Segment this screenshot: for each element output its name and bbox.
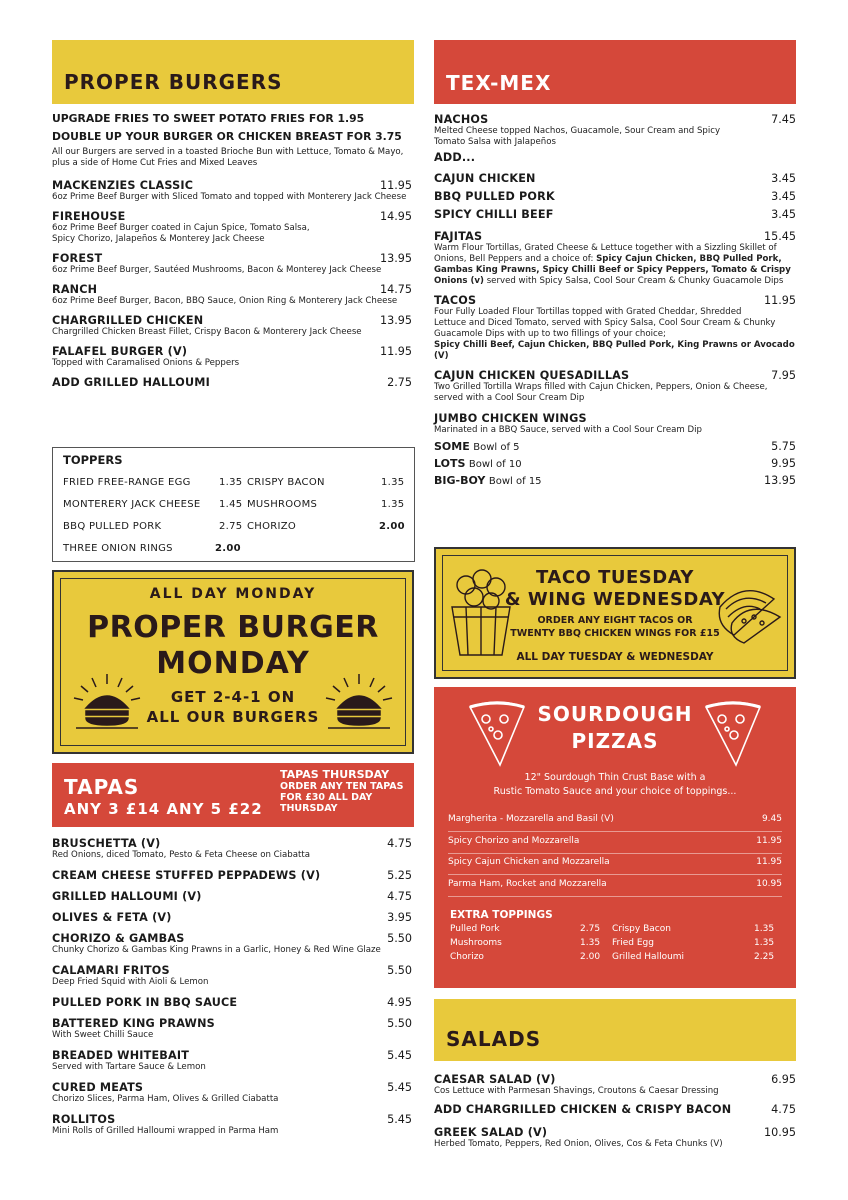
menu-item xyxy=(52,1017,412,1041)
item-price: 3.45 xyxy=(771,208,796,221)
wing-size-bowl: Bowl of 5 xyxy=(473,442,520,453)
menu-item xyxy=(52,345,412,369)
item-name: BRUSCHETTA (V) xyxy=(52,837,161,850)
menu-item xyxy=(52,210,412,245)
taco-line4: TWENTY BBQ CHICKEN WINGS FOR £15 xyxy=(510,628,720,639)
menu-item xyxy=(434,1126,796,1150)
item-price: 4.95 xyxy=(387,996,412,1009)
pizza-price: 9.45 xyxy=(761,814,782,824)
upgrade-note: UPGRADE FRIES TO SWEET POTATO FRIES FOR 1.95 xyxy=(52,112,365,125)
item-desc: Lettuce and Diced Tomato, served with Spicy Salsa, Cool Sour Cream & Chunky xyxy=(434,318,776,328)
item-name: RANCH xyxy=(52,283,98,296)
item-price: 7.45 xyxy=(771,113,796,126)
wing-size xyxy=(434,440,796,453)
topper-name: CRISPY BACON xyxy=(247,477,325,488)
monday-line3: MONDAY xyxy=(156,646,310,681)
item-name: ADD GRILLED HALLOUMI xyxy=(52,376,210,389)
item-price: 14.95 xyxy=(379,210,412,223)
menu-item xyxy=(52,1113,412,1137)
taco-line1: TACO TUESDAY xyxy=(536,567,694,588)
item-desc: Chorizo Slices, Parma Ham, Olives & Grilled Ciabatta xyxy=(52,1094,279,1104)
menu-item xyxy=(52,179,412,203)
tapas-promo-line: ORDER ANY TEN TAPAS xyxy=(280,781,404,792)
pizza-item xyxy=(448,857,782,875)
menu-item xyxy=(434,113,796,148)
item-name: BBQ PULLED PORK xyxy=(434,190,555,203)
burgers-section xyxy=(52,112,412,394)
burgers-intro xyxy=(52,147,412,169)
menu-item xyxy=(434,208,796,221)
item-name: OLIVES & FETA (V) xyxy=(52,911,172,924)
item-price: 6.95 xyxy=(771,1073,796,1086)
menu-item xyxy=(52,283,412,307)
extra-topping-price: 2.75 xyxy=(580,924,601,934)
item-desc: 6oz Prime Beef Burger with Sliced Tomato and topped with Monterery Jack Cheese xyxy=(52,192,407,202)
tapas-thursday-title: TAPAS THURSDAY xyxy=(280,768,390,781)
item-price: 5.25 xyxy=(387,869,412,882)
pizza-intro2: Rustic Tomato Sauce and your choice of toppings... xyxy=(493,786,737,797)
item-desc: Tomato Salsa with Jalapeños xyxy=(434,137,556,147)
texmex-title: TEX-MEX xyxy=(446,71,552,95)
item-price: 3.95 xyxy=(387,911,412,924)
extra-topping-price: 1.35 xyxy=(580,938,601,948)
extra-toppings-title: EXTRA TOPPINGS xyxy=(450,909,553,921)
salads-title: SALADS xyxy=(446,1027,542,1051)
taco-line5: ALL DAY TUESDAY & WEDNESDAY xyxy=(516,651,714,663)
pizza-title2: PIZZAS xyxy=(571,729,659,753)
pizza-price: 11.95 xyxy=(756,857,782,867)
item-desc: Warm Flour Tortillas, Grated Cheese & Lettuce together with a Sizzling Skillet of xyxy=(434,243,777,253)
pizza-item xyxy=(448,879,782,897)
topper-name: MONTERERY JACK CHEESE xyxy=(63,499,201,510)
item-price: 5.75 xyxy=(771,440,796,453)
item-price: 3.45 xyxy=(771,190,796,203)
salads-section xyxy=(434,1073,796,1155)
desc-part-bold: Onions (v) xyxy=(434,276,484,286)
double-note: DOUBLE UP YOUR BURGER OR CHICKEN BREAST FOR 3.75 xyxy=(52,130,402,143)
pizza-item xyxy=(448,836,782,854)
burgers-banner xyxy=(52,40,414,104)
item-name: CREAM CHEESE STUFFED PEPPADEWS (V) xyxy=(52,869,321,882)
menu-item xyxy=(52,869,412,882)
menu-item xyxy=(52,996,412,1009)
menu-item xyxy=(52,890,412,903)
item-name: NACHOS xyxy=(434,113,489,126)
wing-size-label: LOTS xyxy=(434,457,466,470)
wing-size xyxy=(434,457,796,470)
item-name: CHARGRILLED CHICKEN xyxy=(52,314,204,327)
item-price: 2.75 xyxy=(387,376,412,389)
taco-line2: & WING WEDNESDAY xyxy=(504,589,726,610)
pizza-name: Spicy Chorizo and Mozzarella xyxy=(448,836,580,846)
item-price: 5.45 xyxy=(387,1049,412,1062)
item-desc: Guacamole Dips with up to two fillings of your choice; xyxy=(434,329,666,339)
extra-topping-name: Chorizo xyxy=(450,952,484,962)
item-price: 9.95 xyxy=(771,457,796,470)
topper-price: 1.45 xyxy=(219,499,243,510)
toppers-box xyxy=(52,447,415,562)
topper-price: 2.00 xyxy=(215,543,241,554)
tapas-banner xyxy=(52,763,414,827)
burger-icon xyxy=(324,670,394,730)
item-price: 11.95 xyxy=(763,294,796,307)
item-name: CHORIZO & GAMBAS xyxy=(52,932,185,945)
item-name: JUMBO CHICKEN WINGS xyxy=(434,412,587,425)
add-heading: ADD... xyxy=(434,151,476,164)
wing-size xyxy=(434,474,796,487)
item-name: CAJUN CHICKEN xyxy=(434,172,536,185)
item-desc: Spicy Chorizo, Jalapeños & Monterey Jack Cheese xyxy=(52,234,265,244)
item-price: 7.95 xyxy=(771,369,796,382)
desc-part: served with Spicy Salsa, Cool Sour Cream & Chunky Guacamole Dips xyxy=(483,276,784,286)
item-price: 10.95 xyxy=(763,1126,796,1139)
item-price: 5.50 xyxy=(387,1017,412,1030)
monday-line2: PROPER BURGER xyxy=(87,610,379,645)
item-price: 13.95 xyxy=(379,314,412,327)
menu-item xyxy=(434,412,796,436)
item-name: CALAMARI FRITOS xyxy=(52,964,170,977)
item-desc: 6oz Prime Beef Burger, Sautéed Mushrooms, Bacon & Monterey Jack Cheese xyxy=(52,265,382,275)
topper-price: 2.75 xyxy=(219,521,243,532)
item-price: 4.75 xyxy=(771,1103,796,1116)
tapas-promo-line: FOR £30 ALL DAY xyxy=(280,792,373,803)
pizza-price: 10.95 xyxy=(756,879,782,889)
item-desc: 6oz Prime Beef Burger, Bacon, BBQ Sauce, Onion Ring & Monterery Jack Cheese xyxy=(52,296,398,306)
menu-item xyxy=(434,230,796,287)
menu-item xyxy=(52,252,412,276)
item-name: CURED MEATS xyxy=(52,1081,144,1094)
item-name: FAJITAS xyxy=(434,230,483,243)
wing-size-label: BIG-BOY xyxy=(434,474,486,487)
wing-size-bowl: Bowl of 15 xyxy=(488,476,542,487)
menu-item xyxy=(434,172,796,185)
wing-size-label: SOME xyxy=(434,440,470,453)
item-desc: 6oz Prime Beef Burger coated in Cajun Spice, Tomato Salsa, xyxy=(52,223,310,233)
item-price: 5.45 xyxy=(387,1113,412,1126)
wing-size-bowl: Bowl of 10 xyxy=(468,459,522,470)
item-desc: Chunky Chorizo & Gambas King Prawns in a Garlic, Honey & Red Wine Glaze xyxy=(52,945,381,955)
texmex-banner xyxy=(434,40,796,104)
taco-line3: ORDER ANY EIGHT TACOS OR xyxy=(537,615,693,626)
tapas-title: TAPAS xyxy=(64,775,140,799)
item-desc: Chargrilled Chicken Breast Fillet, Crispy Bacon & Monterery Jack Cheese xyxy=(52,327,362,337)
menu-item xyxy=(434,1103,796,1116)
item-desc: served with a Cool Sour Cream Dip xyxy=(434,393,585,403)
menu-item xyxy=(52,964,412,988)
item-desc: Mini Rolls of Grilled Halloumi wrapped in Parma Ham xyxy=(52,1126,279,1136)
topper-price: 2.00 xyxy=(379,521,405,532)
burgers-intro-line: All our Burgers are served in a toasted Brioche Bun with Lettuce, Tomato & Mayo, xyxy=(52,147,404,157)
salads-banner xyxy=(434,999,796,1061)
pizza-name: Spicy Cajun Chicken and Mozzarella xyxy=(448,857,610,867)
monday-line4: GET 2-4-1 ON xyxy=(170,688,296,706)
extra-topping-name: Crispy Bacon xyxy=(612,924,671,934)
item-desc: Served with Tartare Sauce & Lemon xyxy=(52,1062,206,1072)
pizza-intro1: 12" Sourdough Thin Crust Base with a xyxy=(524,772,706,783)
item-name: SPICY CHILLI BEEF xyxy=(434,208,554,221)
tapas-thursday-promo xyxy=(280,781,404,814)
extra-topping-price: 2.25 xyxy=(754,952,775,962)
tapas-subtitle: ANY 3 £14 ANY 5 £22 xyxy=(64,800,263,818)
tapas-section xyxy=(52,837,412,1142)
item-desc: Melted Cheese topped Nachos, Guacamole, Sour Cream and Spicy xyxy=(434,126,721,136)
menu-item xyxy=(52,1081,412,1105)
item-desc: With Sweet Chilli Sauce xyxy=(52,1030,154,1040)
topper-price: 1.35 xyxy=(219,477,243,488)
item-name: CAJUN CHICKEN QUESADILLAS xyxy=(434,369,630,382)
item-name: ROLLITOS xyxy=(52,1113,116,1126)
extra-topping-price: 1.35 xyxy=(754,938,775,948)
item-price: 13.95 xyxy=(379,252,412,265)
topper-name: THREE ONION RINGS xyxy=(63,543,173,554)
item-desc: Cos Lettuce with Parmesan Shavings, Croutons & Caesar Dressing xyxy=(434,1086,719,1096)
item-price: 13.95 xyxy=(763,474,796,487)
pizza-title1: SOURDOUGH xyxy=(537,702,693,726)
extra-topping-price: 1.35 xyxy=(754,924,775,934)
monday-promo xyxy=(52,570,414,754)
taco-promo xyxy=(434,547,796,679)
menu-item xyxy=(52,932,412,956)
pizza-item xyxy=(448,814,782,832)
burgers-intro-line: plus a side of Home Cut Fries and Mixed Leaves xyxy=(52,158,258,168)
menu-item xyxy=(52,314,412,338)
item-price: 5.50 xyxy=(387,964,412,977)
item-price: 4.75 xyxy=(387,837,412,850)
menu-item xyxy=(52,911,412,924)
monday-line1: ALL DAY MONDAY xyxy=(149,586,317,602)
tapas-promo-line: THURSDAY xyxy=(280,803,338,814)
item-desc: Gambas King Prawns, Spicy Chilli Beef or Spicy Peppers, Tomato & Crispy xyxy=(434,265,791,275)
menu-item xyxy=(52,837,412,861)
item-price: 4.75 xyxy=(387,890,412,903)
menu-item xyxy=(434,190,796,203)
item-name: GRILLED HALLOUMI (V) xyxy=(52,890,202,903)
toppers-title: TOPPERS xyxy=(63,453,123,467)
item-name: BATTERED KING PRAWNS xyxy=(52,1017,215,1030)
pizza-price: 11.95 xyxy=(756,836,782,846)
topper-name: MUSHROOMS xyxy=(247,499,318,510)
extra-topping-price: 2.00 xyxy=(580,952,601,962)
extra-topping-name: Grilled Halloumi xyxy=(612,952,685,962)
menu-item xyxy=(434,1073,796,1097)
extra-topping-name: Fried Egg xyxy=(612,938,654,948)
item-name: FIREHOUSE xyxy=(52,210,126,223)
topper-name: CHORIZO xyxy=(247,521,297,532)
item-name: PULLED PORK IN BBQ SAUCE xyxy=(52,996,238,1009)
item-name: TACOS xyxy=(434,294,477,307)
item-name: CAESAR SALAD (V) xyxy=(434,1073,556,1086)
item-name: FALAFEL BURGER (V) xyxy=(52,345,188,358)
item-name: FOREST xyxy=(52,252,103,265)
item-price: 14.75 xyxy=(379,283,412,296)
monday-line5: ALL OUR BURGERS xyxy=(146,708,320,726)
topper-name: FRIED FREE-RANGE EGG xyxy=(63,477,191,488)
desc-part-bold: Spicy Cajun Chicken, BBQ Pulled Pork, xyxy=(596,254,782,264)
item-desc: Herbed Tomato, Peppers, Red Onion, Olives, Cos & Feta Chunks (V) xyxy=(434,1139,723,1149)
topper-price: 1.35 xyxy=(381,499,405,510)
item-price: 3.45 xyxy=(771,172,796,185)
item-price: 15.45 xyxy=(763,230,796,243)
pizza-panel xyxy=(434,687,796,988)
item-name: MACKENZIES CLASSIC xyxy=(52,179,194,192)
desc-part: Onions, Bell Peppers and a choice of: xyxy=(434,254,597,264)
item-price: 5.50 xyxy=(387,932,412,945)
menu-item xyxy=(434,369,796,404)
item-desc xyxy=(434,276,796,287)
texmex-section xyxy=(434,113,796,492)
topper-name: BBQ PULLED PORK xyxy=(63,521,162,532)
topper-price: 1.35 xyxy=(381,477,405,488)
item-desc: Four Fully Loaded Flour Tortillas topped with Grated Cheddar, Shredded xyxy=(434,307,742,317)
item-desc: Marinated in a BBQ Sauce, served with a Cool Sour Cream Dip xyxy=(434,425,702,435)
item-desc: Red Onions, diced Tomato, Pesto & Feta Cheese on Ciabatta xyxy=(52,850,311,860)
item-desc xyxy=(434,254,796,265)
menu-item xyxy=(52,376,412,389)
item-desc: Topped with Caramalised Onions & Peppers xyxy=(52,358,240,368)
item-desc: Deep Fried Squid with Aioli & Lemon xyxy=(52,977,209,987)
pizza-name: Parma Ham, Rocket and Mozzarella xyxy=(448,879,607,889)
extra-topping-name: Pulled Pork xyxy=(450,924,500,934)
menu-item xyxy=(434,294,796,362)
item-name: BREADED WHITEBAIT xyxy=(52,1049,190,1062)
extra-topping-name: Mushrooms xyxy=(450,938,502,948)
item-desc: Two Grilled Tortilla Wraps filled with Cajun Chicken, Peppers, Onion & Cheese, xyxy=(434,382,768,392)
burger-icon xyxy=(72,670,142,730)
item-price: 11.95 xyxy=(379,345,412,358)
menu-item xyxy=(52,1049,412,1073)
item-price: 5.45 xyxy=(387,1081,412,1094)
burgers-title: PROPER BURGERS xyxy=(64,70,283,94)
item-desc: Spicy Chilli Beef, Cajun Chicken, BBQ Pulled Pork, King Prawns or Avocado (V) xyxy=(434,340,795,361)
item-name: GREEK SALAD (V) xyxy=(434,1126,548,1139)
pizza-name: Margherita - Mozzarella and Basil (V) xyxy=(448,814,614,824)
item-name: ADD CHARGRILLED CHICKEN & CRISPY BACON xyxy=(434,1103,732,1116)
item-price: 11.95 xyxy=(379,179,412,192)
